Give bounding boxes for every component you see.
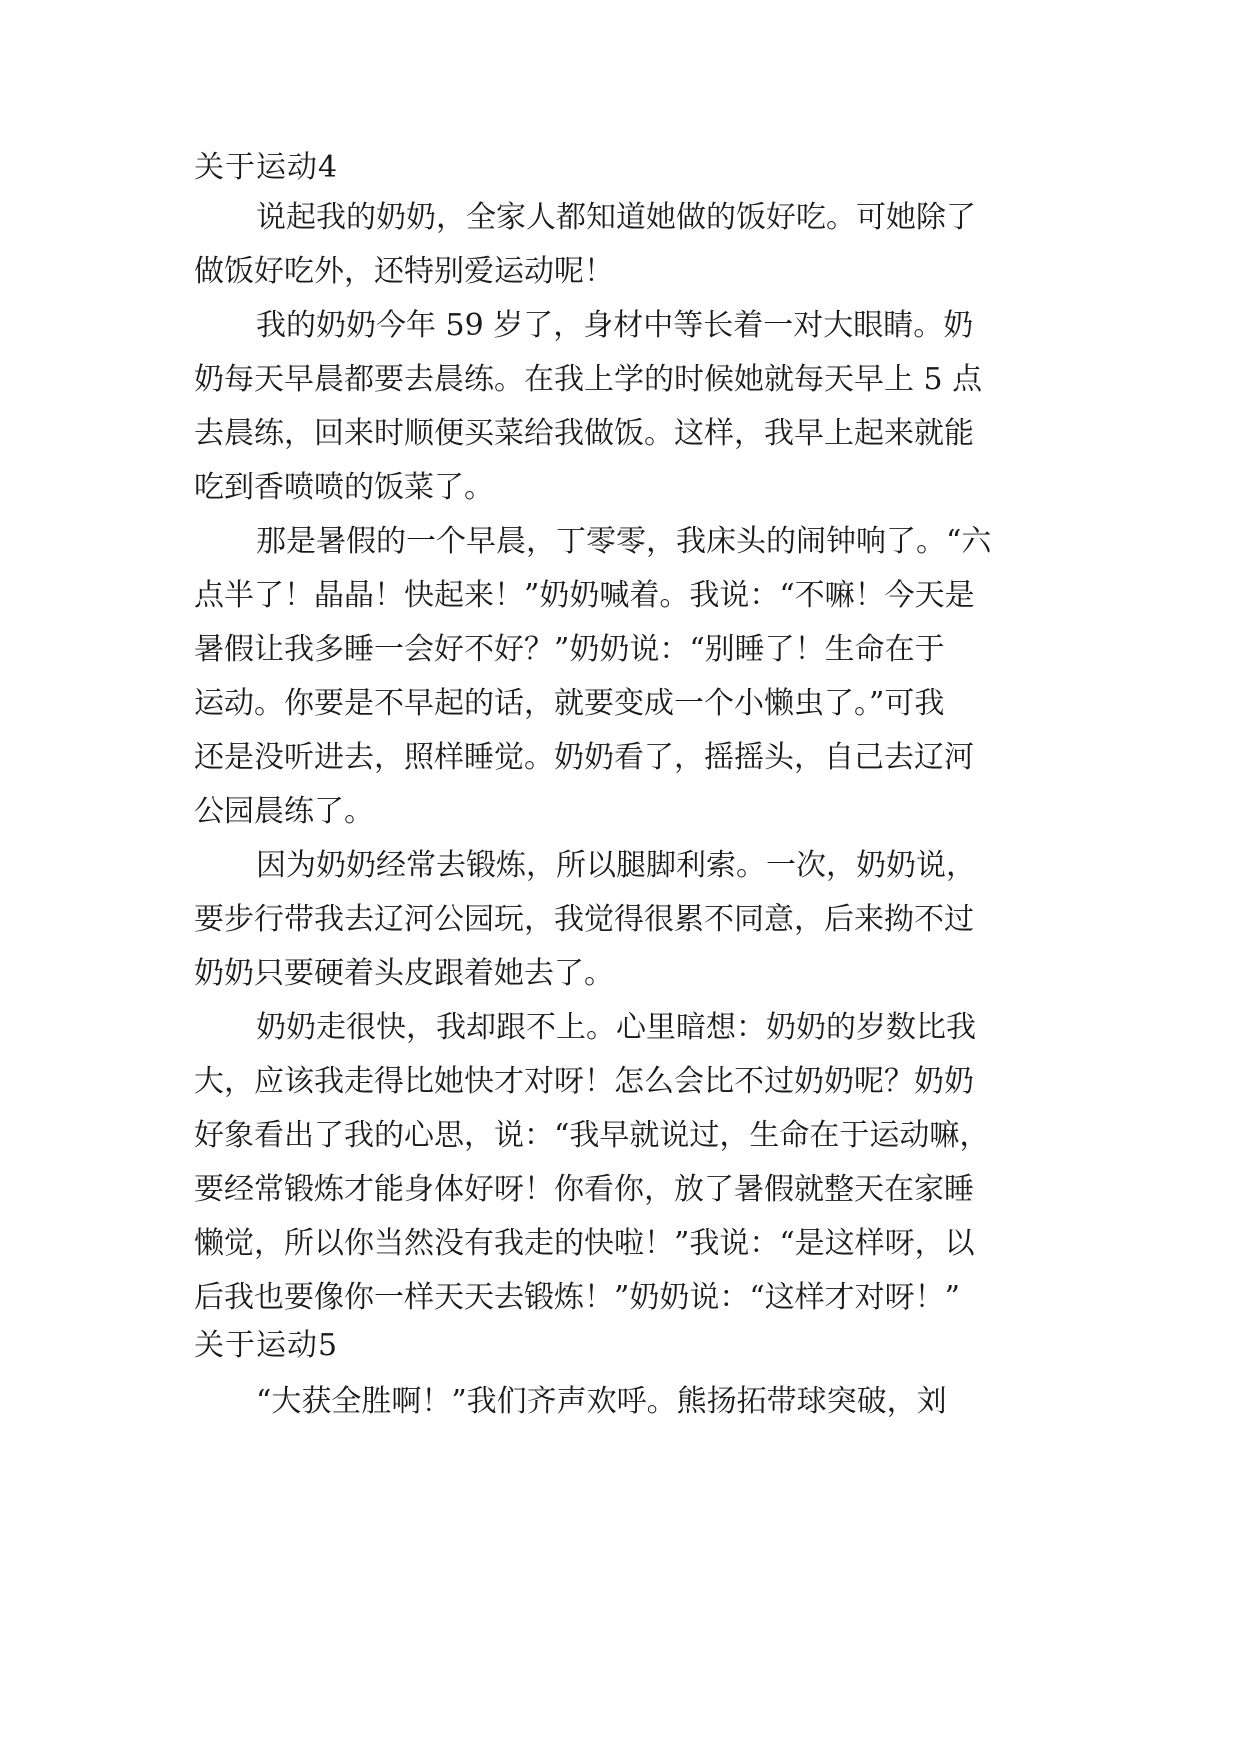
paragraph-line: 后我也要像你一样天天去锻炼！”奶奶说：“这样才对呀！” — [194, 1280, 961, 1315]
paragraph-line: 要步行带我去辽河公园玩，我觉得很累不同意，后来拗不过 — [194, 902, 974, 937]
paragraph-line: 因为奶奶经常去锻炼，所以腿脚利索。一次，奶奶说， — [256, 848, 976, 883]
paragraph-line: 还是没听进去，照样睡觉。奶奶看了，摇摇头，自己去辽河 — [194, 740, 974, 775]
paragraph-line: 暑假让我多睡一会好不好？”奶奶说：“别睡了！生命在于 — [194, 632, 945, 667]
paragraph-line: 运动。你要是不早起的话，就要变成一个小懒虫了。”可我 — [194, 686, 945, 721]
paragraph-line: 奶奶走很快，我却跟不上。心里暗想：奶奶的岁数比我 — [256, 1010, 976, 1045]
paragraph-line: 要经常锻炼才能身体好呀！你看你，放了暑假就整天在家睡 — [194, 1172, 974, 1207]
paragraph-line: 去晨练，回来时顺便买菜给我做饭。这样，我早上起来就能 — [194, 416, 974, 451]
paragraph-line: 大，应该我走得比她快才对呀！怎么会比不过奶奶呢？奶奶 — [194, 1064, 974, 1099]
paragraph-line: 那是暑假的一个早晨，丁零零，我床头的闹钟响了。“六 — [256, 524, 992, 559]
paragraph-line: 懒觉，所以你当然没有我走的快啦！”我说：“是这样呀，以 — [194, 1226, 975, 1261]
paragraph-line: 公园晨练了。 — [194, 794, 374, 829]
paragraph-line: 做饭好吃外，还特别爱运动呢！ — [194, 254, 614, 289]
paragraph-line: 说起我的奶奶，全家人都知道她做的饭好吃。可她除了 — [256, 200, 976, 235]
paragraph-line: 点半了！晶晶！快起来！”奶奶喊着。我说：“不嘛！今天是 — [194, 578, 975, 613]
paragraph-line: 好象看出了我的心思，说：“我早就说过，生命在于运动嘛， — [194, 1118, 990, 1153]
paragraph-line: 奶奶只要硬着头皮跟着她去了。 — [194, 956, 614, 991]
section-5-title: 关于运动5 — [194, 1328, 339, 1363]
section-4-title: 关于运动4 — [194, 150, 339, 185]
paragraph-line: 奶每天早晨都要去晨练。在我上学的时候她就每天早上 5 点 — [194, 362, 983, 397]
paragraph-line: “大获全胜啊！”我们齐声欢呼。熊扬拓带球突破，刘 — [256, 1384, 947, 1419]
paragraph-line: 吃到香喷喷的饭菜了。 — [194, 470, 494, 505]
paragraph-line: 我的奶奶今年 59 岁了，身材中等长着一对大眼睛。奶 — [256, 308, 974, 343]
